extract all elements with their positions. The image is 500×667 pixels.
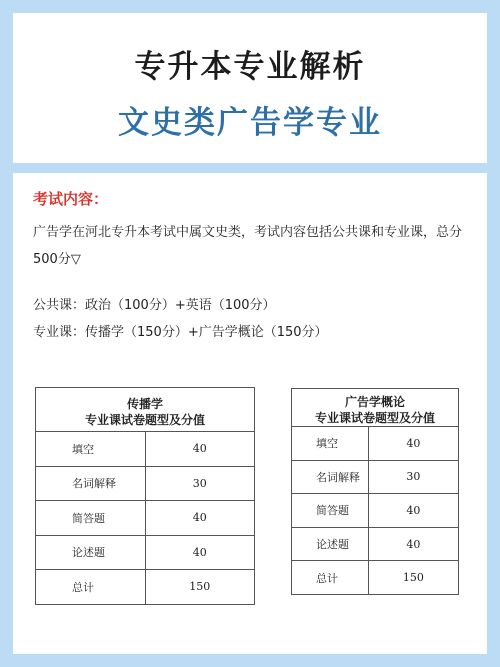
table-row xyxy=(292,494,459,528)
score-cell: 40 xyxy=(368,494,458,528)
question-type-cell: 填空 xyxy=(36,432,146,467)
page-subtitle: 文史类广告学专业 xyxy=(118,105,382,141)
table-row-total xyxy=(36,570,255,605)
question-type-cell: 总计 xyxy=(292,561,369,595)
major-courses-line: 专业课：传播学（150分）+广告学概论（150分） xyxy=(33,325,328,340)
exam-content-heading: 考试内容： xyxy=(33,190,109,208)
table-row xyxy=(36,535,255,570)
question-type-cell: 简答题 xyxy=(36,501,146,536)
question-type-cell: 总计 xyxy=(36,570,146,605)
table-row-total xyxy=(292,561,459,595)
score-cell: 30 xyxy=(145,466,255,501)
intro-paragraph: 广告学在河北专升本考试中属文史类，考试内容包括公共课和专业课，总分500分▽ xyxy=(33,225,463,267)
table-title: 传播学 xyxy=(126,396,163,411)
communication-score-table xyxy=(35,387,255,605)
score-cell: 150 xyxy=(368,561,458,595)
score-cell: 30 xyxy=(368,460,458,494)
question-type-cell: 名词解释 xyxy=(292,460,369,494)
advertising-score-table xyxy=(291,388,459,595)
score-cell: 40 xyxy=(145,535,255,570)
table-row xyxy=(292,427,459,461)
score-cell: 40 xyxy=(145,432,255,467)
table-header xyxy=(292,389,459,427)
table-header xyxy=(36,388,255,432)
content-panel xyxy=(13,173,487,654)
table-row xyxy=(36,466,255,501)
header-panel xyxy=(13,13,487,163)
table-subtitle: 专业课试卷题型及分值 xyxy=(314,410,435,425)
question-type-cell: 论述题 xyxy=(36,535,146,570)
page-title: 专升本专业解析 xyxy=(134,49,366,85)
question-type-cell: 论述题 xyxy=(292,527,369,561)
table-row xyxy=(292,527,459,561)
score-cell: 40 xyxy=(145,501,255,536)
question-type-cell: 填空 xyxy=(292,427,369,461)
public-courses-line: 公共课：政治（100分）+英语（100分） xyxy=(33,298,276,313)
question-type-cell: 名词解释 xyxy=(36,466,146,501)
score-cell: 40 xyxy=(368,427,458,461)
table-row xyxy=(36,501,255,536)
table-subtitle: 专业课试卷题型及分值 xyxy=(84,412,205,427)
table-row xyxy=(292,460,459,494)
score-cell: 40 xyxy=(368,527,458,561)
score-cell: 150 xyxy=(145,570,255,605)
table-title: 广告学概论 xyxy=(344,394,405,409)
question-type-cell: 简答题 xyxy=(292,494,369,528)
table-row xyxy=(36,432,255,467)
